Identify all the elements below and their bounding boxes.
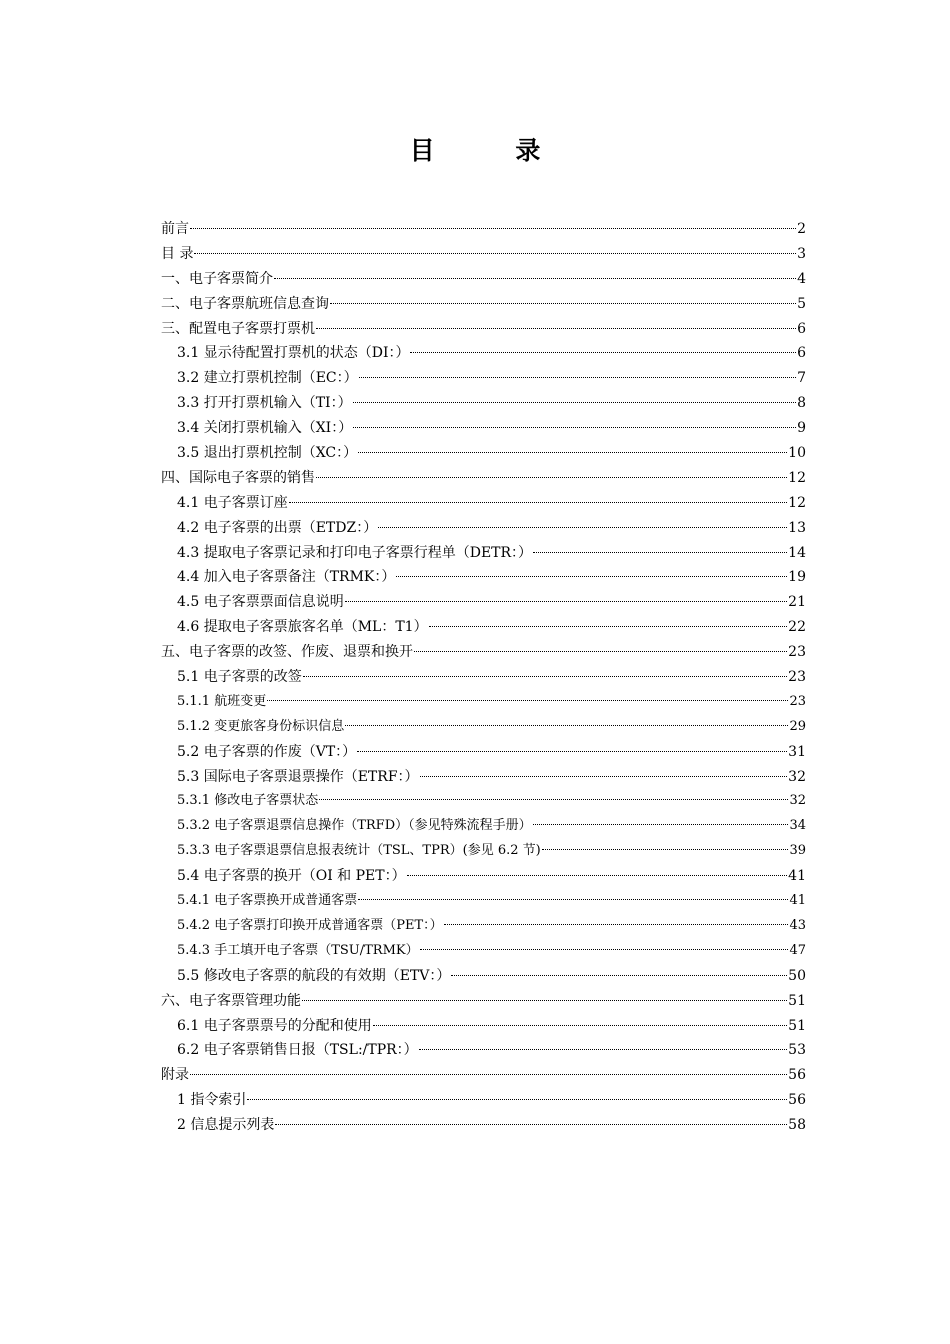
toc-entry-label: 3.2 建立打票机控制（EC：） bbox=[177, 370, 358, 387]
toc-entry[interactable] bbox=[161, 740, 806, 765]
toc-entry-page-number: 32 bbox=[789, 793, 806, 809]
toc-entry-label: 目 录 bbox=[161, 245, 194, 262]
dot-leader bbox=[303, 676, 787, 677]
toc-entry-page-number: 58 bbox=[788, 1117, 806, 1134]
dot-leader bbox=[358, 899, 788, 900]
dot-leader bbox=[357, 751, 787, 752]
toc-entry-label: 5.1 电子客票的改签 bbox=[177, 669, 302, 686]
dot-leader bbox=[353, 402, 796, 403]
toc-entry[interactable] bbox=[161, 1113, 806, 1138]
dot-leader bbox=[274, 278, 796, 279]
toc-entry-page-number: 14 bbox=[788, 544, 806, 561]
toc-entry-label: 5.3.1 修改电子客票状态 bbox=[177, 793, 319, 809]
toc-entry[interactable] bbox=[161, 814, 806, 839]
dot-leader bbox=[429, 626, 788, 627]
toc-entry-page-number: 56 bbox=[788, 1092, 806, 1109]
toc-entry-page-number: 23 bbox=[789, 693, 806, 709]
toc-entry[interactable] bbox=[161, 889, 806, 914]
toc-entry-page-number: 6 bbox=[797, 345, 806, 362]
toc-entry-page-number: 34 bbox=[789, 818, 806, 834]
toc-entry-label: 5.4.3 手工填开电子客票（TSU/TRMK） bbox=[177, 942, 419, 958]
toc-entry-page-number: 39 bbox=[789, 843, 806, 859]
toc-entry[interactable] bbox=[161, 765, 806, 790]
toc-entry-page-number: 29 bbox=[789, 718, 806, 734]
toc-entry[interactable] bbox=[161, 416, 806, 441]
toc-entry-page-number: 10 bbox=[788, 445, 806, 462]
toc-entry-page-number: 53 bbox=[788, 1042, 806, 1059]
dot-leader bbox=[190, 1074, 787, 1075]
toc-entry[interactable] bbox=[161, 839, 806, 864]
toc-entry[interactable] bbox=[161, 715, 806, 740]
toc-entry-page-number: 23 bbox=[788, 644, 806, 661]
dot-leader bbox=[345, 725, 788, 726]
toc-entry[interactable] bbox=[161, 615, 806, 640]
toc-entry-page-number: 32 bbox=[788, 768, 806, 785]
toc-entry[interactable] bbox=[161, 466, 806, 491]
dot-leader bbox=[533, 552, 787, 553]
dot-leader bbox=[419, 1049, 787, 1050]
toc-entry-page-number: 51 bbox=[788, 1017, 806, 1034]
toc-entry-page-number: 3 bbox=[797, 245, 806, 262]
toc-entry-page-number: 13 bbox=[788, 519, 806, 536]
toc-entry-page-number: 50 bbox=[788, 967, 806, 984]
toc-entry-page-number: 21 bbox=[788, 594, 806, 611]
toc-entry[interactable] bbox=[161, 1038, 806, 1063]
dot-leader bbox=[345, 601, 787, 602]
toc-entry-label: 4.2 电子客票的出票（ETDZ：） bbox=[177, 519, 378, 536]
toc-entry-page-number: 5 bbox=[797, 295, 806, 312]
toc-entry-page-number: 19 bbox=[788, 569, 806, 586]
dot-leader bbox=[316, 328, 796, 329]
toc-entry-label: 二、电子客票航班信息查询 bbox=[161, 295, 329, 312]
toc-entry-label: 4.4 加入电子客票备注（TRMK：） bbox=[177, 569, 396, 586]
toc-entry[interactable] bbox=[161, 491, 806, 516]
toc-entry[interactable] bbox=[161, 640, 806, 665]
toc-entry[interactable] bbox=[161, 242, 806, 267]
toc-entry-label: 2 信息提示列表 bbox=[177, 1117, 275, 1134]
toc-entry[interactable] bbox=[161, 541, 806, 566]
dot-leader bbox=[319, 799, 788, 800]
toc-entry-label: 5.3 国际电子客票退票操作（ETRF：） bbox=[177, 768, 419, 785]
dot-leader bbox=[378, 527, 787, 528]
toc-entry-page-number: 12 bbox=[788, 494, 806, 511]
dot-leader bbox=[359, 377, 796, 378]
toc-entry[interactable] bbox=[161, 789, 806, 814]
toc-entry-page-number: 9 bbox=[797, 420, 806, 437]
toc-entry-label: 附录 bbox=[161, 1067, 189, 1084]
dot-leader bbox=[373, 1025, 787, 1026]
dot-leader bbox=[444, 924, 789, 925]
toc-entry-page-number: 56 bbox=[788, 1067, 806, 1084]
dot-leader bbox=[533, 824, 789, 825]
dot-leader bbox=[410, 352, 796, 353]
toc-entry[interactable] bbox=[161, 267, 806, 292]
toc-entry[interactable] bbox=[161, 391, 806, 416]
toc-entry[interactable] bbox=[161, 690, 806, 715]
toc-entry-label: 5.3.3 电子客票退票信息报表统计（TSL、TPR）(参见 6.2 节) bbox=[177, 843, 541, 859]
dot-leader bbox=[358, 452, 787, 453]
toc-entry-label: 六、电子客票管理功能 bbox=[161, 992, 301, 1009]
toc-entry-label: 4.6 提取电子客票旅客名单（ML：T1） bbox=[177, 619, 428, 636]
toc-entry[interactable] bbox=[161, 989, 806, 1014]
toc-entry-label: 5.2 电子客票的作废（VT：） bbox=[177, 743, 357, 760]
toc-entry-label: 5.5 修改电子客票的航段的有效期（ETV：） bbox=[177, 967, 451, 984]
toc-entry-label: 5.4 电子客票的换开（OI 和 PET：） bbox=[177, 868, 406, 885]
toc-entry[interactable] bbox=[161, 914, 806, 939]
toc-entry-label: 5.1.1 航班变更 bbox=[177, 693, 267, 709]
toc-entry-page-number: 31 bbox=[788, 743, 806, 760]
toc-entry-label: 5.1.2 变更旅客身份标识信息 bbox=[177, 718, 345, 734]
toc-entry[interactable] bbox=[161, 565, 806, 590]
dot-leader bbox=[275, 1124, 787, 1125]
toc-entry-label: 五、电子客票的改签、作废、退票和换开 bbox=[161, 644, 413, 661]
dot-leader bbox=[194, 253, 796, 254]
toc-entry[interactable] bbox=[161, 341, 806, 366]
dot-leader bbox=[353, 427, 796, 428]
toc-entry-label: 4.1 电子客票订座 bbox=[177, 494, 288, 511]
toc-entry-page-number: 51 bbox=[788, 992, 806, 1009]
toc-entry-label: 6.2 电子客票销售日报（TSL:/TPR：） bbox=[177, 1042, 418, 1059]
toc-entry-label: 1 指令索引 bbox=[177, 1092, 247, 1109]
dot-leader bbox=[396, 576, 787, 577]
dot-leader bbox=[267, 700, 788, 701]
toc-entry-label: 3.1 显示待配置打票机的状态（DI：） bbox=[177, 345, 410, 362]
toc-entry[interactable] bbox=[161, 665, 806, 690]
toc-entry[interactable] bbox=[161, 366, 806, 391]
dot-leader bbox=[420, 776, 788, 777]
toc-entry-label: 5.4.1 电子客票换开成普通客票 bbox=[177, 893, 358, 909]
toc-entry[interactable] bbox=[161, 516, 806, 541]
toc-entry-label: 前言 bbox=[161, 221, 189, 237]
toc-entry-label: 3.3 打开打票机输入（TI：） bbox=[177, 395, 352, 412]
toc-entry-page-number: 8 bbox=[797, 395, 806, 412]
toc-entry[interactable] bbox=[161, 1088, 806, 1113]
toc-entry-page-number: 43 bbox=[789, 917, 806, 933]
toc-entry-label: 5.4.2 电子客票打印换开成普通客票（PET：） bbox=[177, 917, 443, 933]
toc-entry[interactable] bbox=[161, 939, 806, 964]
page-title: 目 录 bbox=[409, 136, 577, 165]
toc-entry-label: 3.5 退出打票机控制（XC：） bbox=[177, 445, 358, 462]
dot-leader bbox=[407, 875, 788, 876]
toc-entry-page-number: 7 bbox=[797, 370, 806, 387]
dot-leader bbox=[289, 502, 787, 503]
dot-leader bbox=[542, 849, 789, 850]
toc-entry[interactable] bbox=[161, 292, 806, 317]
toc-entry-page-number: 47 bbox=[789, 942, 806, 958]
toc-entry-page-number: 22 bbox=[788, 619, 806, 636]
toc-entry-label: 4.5 电子客票票面信息说明 bbox=[177, 594, 344, 611]
toc-entry[interactable] bbox=[161, 1063, 806, 1088]
toc-entry-page-number: 4 bbox=[797, 270, 806, 287]
toc-entry-page-number: 23 bbox=[788, 669, 806, 686]
toc-entry-label: 6.1 电子客票票号的分配和使用 bbox=[177, 1017, 372, 1034]
toc-entry[interactable] bbox=[161, 590, 806, 615]
toc-entry[interactable] bbox=[161, 1014, 806, 1039]
toc-entry[interactable] bbox=[161, 441, 806, 466]
toc-entry-label: 三、配置电子客票打票机 bbox=[161, 320, 315, 337]
toc-entry[interactable] bbox=[161, 864, 806, 889]
dot-leader bbox=[330, 303, 796, 304]
toc-entry-page-number: 2 bbox=[797, 221, 806, 237]
dot-leader bbox=[247, 1099, 787, 1100]
toc-entry-page-number: 41 bbox=[788, 868, 806, 885]
toc-entry-label: 4.3 提取电子客票记录和打印电子客票行程单（DETR：） bbox=[177, 544, 533, 561]
toc-entry-label: 5.3.2 电子客票退票信息操作（TRFD）（参见特殊流程手册） bbox=[177, 818, 532, 834]
toc-entry-page-number: 12 bbox=[788, 469, 806, 486]
dot-leader bbox=[414, 651, 787, 652]
dot-leader bbox=[451, 975, 787, 976]
toc-entry-label: 四、国际电子客票的销售 bbox=[161, 469, 315, 486]
dot-leader bbox=[316, 477, 787, 478]
toc-entry-page-number: 6 bbox=[797, 320, 806, 337]
toc-entry[interactable] bbox=[161, 217, 806, 242]
toc-entry-label: 一、电子客票简介 bbox=[161, 270, 273, 287]
toc-entry-page-number: 41 bbox=[789, 893, 806, 909]
toc-entry[interactable] bbox=[161, 964, 806, 989]
dot-leader bbox=[420, 949, 789, 950]
dot-leader bbox=[302, 1000, 787, 1001]
toc-entry-label: 3.4 关闭打票机输入（XI：） bbox=[177, 420, 353, 437]
toc-entry[interactable] bbox=[161, 317, 806, 342]
table-of-contents bbox=[161, 217, 806, 1138]
dot-leader bbox=[190, 228, 796, 229]
